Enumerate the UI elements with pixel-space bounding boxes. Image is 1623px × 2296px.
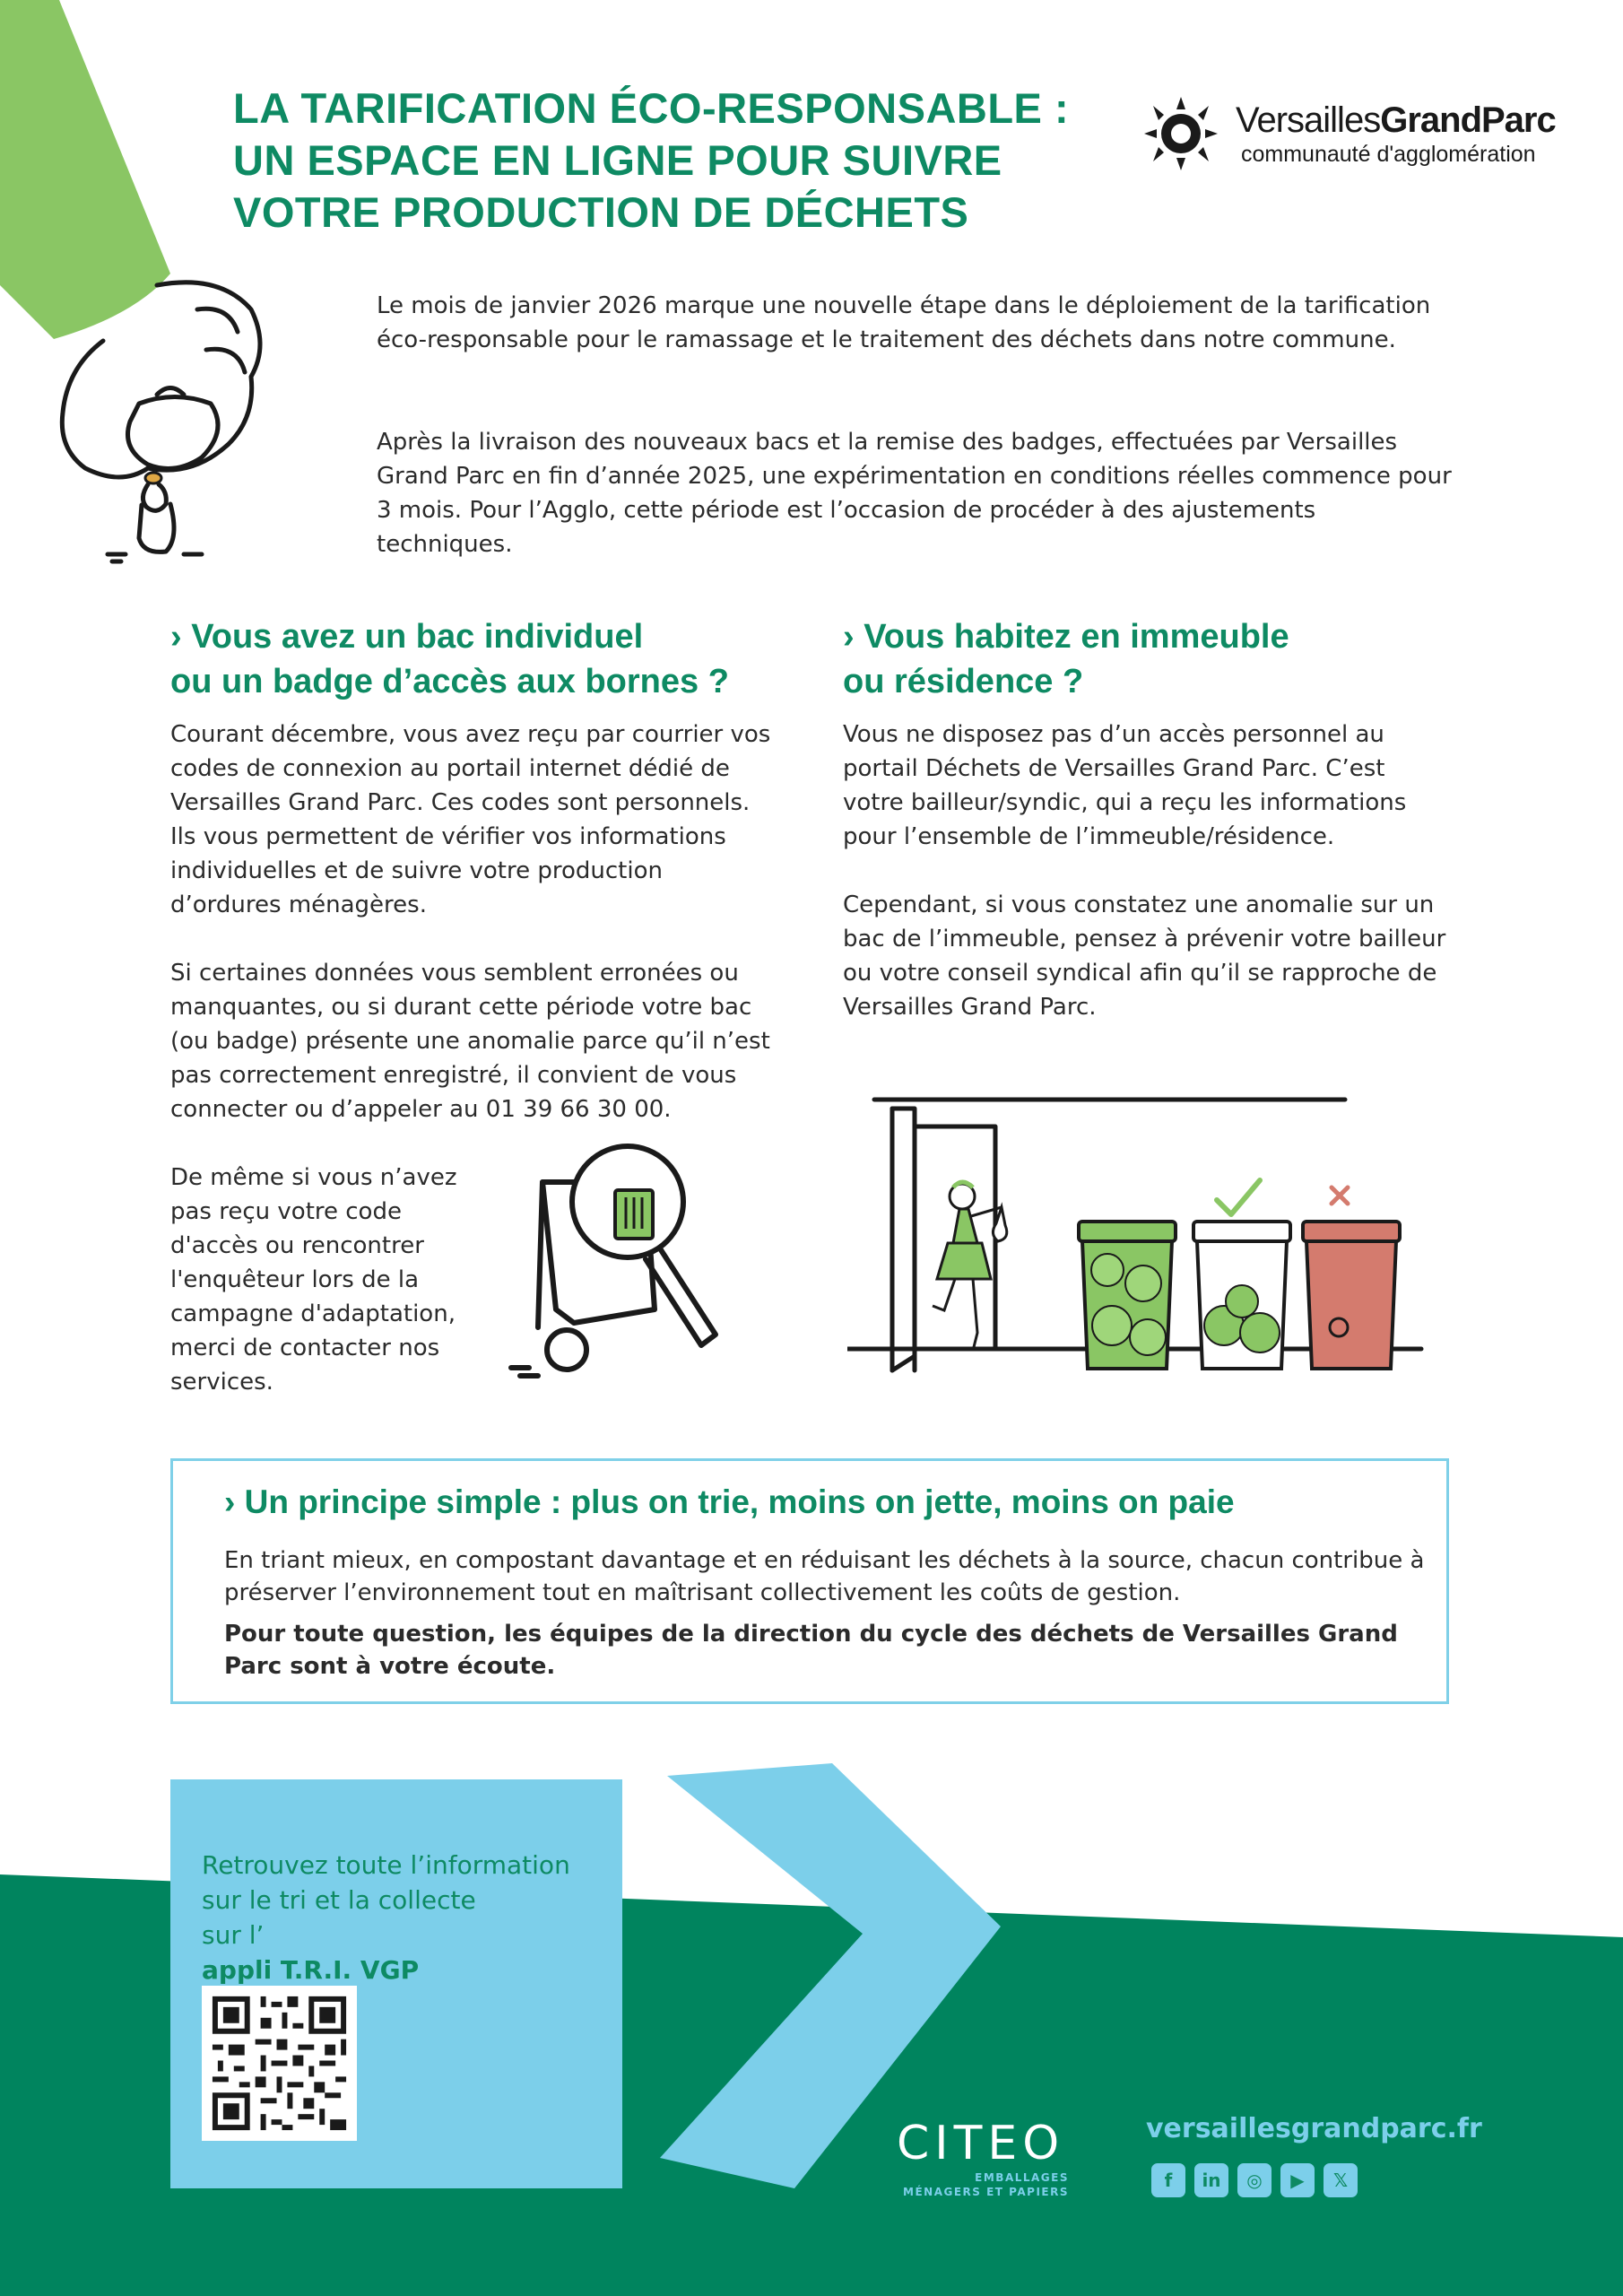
right-paragraph-2: Cependant, si vous constatez une anomalie sur un bac de l’immeuble, pensez à prévenir votre bailleur ou votre conseil syndical afin qu’il se rapproche de Versailles Grand Parc. — [843, 891, 1446, 1021]
left-paragraph-1: Courant décembre, vous avez reçu par courrier vos codes de connexion au portail internet dédié de Versailles Grand Parc. Ces codes sont personnels. Ils vous permettent de vérifier vos informations individuelles et de suivre votre production d’ordures ménagères. — [170, 721, 771, 918]
website-link[interactable]: versaillesgrandparc.fr — [1146, 2113, 1482, 2144]
principle-contact-note: Pour toute question, les équipes de la direction du cycle des déchets de Versailles Grand Parc sont à votre écoute. — [224, 1621, 1398, 1680]
green-bin-full — [1079, 1222, 1176, 1369]
qr-code[interactable] — [202, 1986, 357, 2141]
bin-magnifier-illustration — [502, 1130, 744, 1381]
app-info-text: Retrouvez toute l’information sur le tri et la collecte sur l’ appli T.R.I. VGP — [202, 1848, 605, 1987]
white-bin-checked — [1193, 1180, 1290, 1369]
title-line-1: LA TARIFICATION ÉCO-RESPONSABLE : — [233, 84, 1070, 132]
logo-name: VersaillesGrandParc — [1236, 100, 1556, 140]
qr-code-icon — [202, 1986, 357, 2141]
app-line-3: sur l’ appli T.R.I. VGP — [202, 1920, 420, 1985]
red-bin-crossed — [1303, 1187, 1400, 1369]
title-line-2: UN ESPACE EN LIGNE POUR SUIVRE — [233, 136, 1002, 184]
citeo-logo: CITEO — [897, 2117, 1065, 2170]
page-title — [233, 83, 1112, 239]
right-paragraph-1: Vous ne disposez pas d’un accès personnel au portail Déchets de Versailles Grand Parc. C’est votre bailleur/syndic, qui a reçu les informations pour l’ensemble de l’immeuble/résidence. — [843, 721, 1407, 850]
app-name[interactable]: appli T.R.I. VGP — [202, 1955, 420, 1985]
youtube-icon[interactable]: ▶ — [1280, 2163, 1315, 2197]
principle-title: › Un principe simple : plus on trie, moins on jette, moins on paie — [224, 1483, 1235, 1520]
left-paragraph-2: Si certaines données vous semblent erronées ou manquantes, ou si durant cette période votre bac (ou badge) présente une anomalie parce qu’il n’est pas correctement enregistré, il convient de vous connecter ou d’appeler au 01 39 66 30 00. — [170, 960, 770, 1123]
title-line-3: VOTRE PRODUCTION DE DÉCHETS — [233, 188, 969, 236]
left-section-heading: › Vous avez un bac individuel ou un badge d’accès aux bornes ? — [170, 618, 729, 700]
facebook-icon[interactable]: f — [1151, 2163, 1185, 2197]
versailles-logo-emblem-icon — [1141, 95, 1221, 172]
citeo-tagline: EMBALLAGES MÉNAGERS ET PAPIERS — [903, 2171, 1069, 2198]
residence-bins-illustration — [847, 1091, 1430, 1378]
principle-body: En triant mieux, en compostant davantage et en réduisant les déchets à la source, chacun contribue à préserver l’environnement tout en maîtrisant collectivement les coûts de gestion. — [224, 1547, 1425, 1606]
hand-illustration — [49, 269, 318, 565]
x-icon[interactable]: 𝕏 — [1324, 2163, 1358, 2197]
intro-paragraph-1: Le mois de janvier 2026 marque une nouvelle étape dans le déploiement de la tarification éco-responsable pour le ramassage et le traitement des déchets dans notre commune. — [377, 292, 1431, 353]
right-section-heading: › Vous habitez en immeuble ou résidence ? — [843, 618, 1289, 700]
left-paragraph-3: De même si vous n’avez pas reçu votre code d'accès ou rencontrer l'enquêteur lors de la campagne d'adaptation, merci de contacter nos services. — [170, 1164, 457, 1396]
intro-paragraph-2: Après la livraison des nouveaux bacs et la remise des badges, effectuées par Versailles Grand Parc en fin d’année 2025, une expérimentation en conditions réelles commence pour 3 mois. Pour l’Agglo, cette période est l’occasion de procéder à des ajustements techniques. — [377, 429, 1452, 558]
linkedin-icon[interactable]: in — [1194, 2163, 1228, 2197]
instagram-icon[interactable]: ◎ — [1237, 2163, 1271, 2197]
logo-subtitle: communauté d'agglomération — [1241, 142, 1536, 167]
